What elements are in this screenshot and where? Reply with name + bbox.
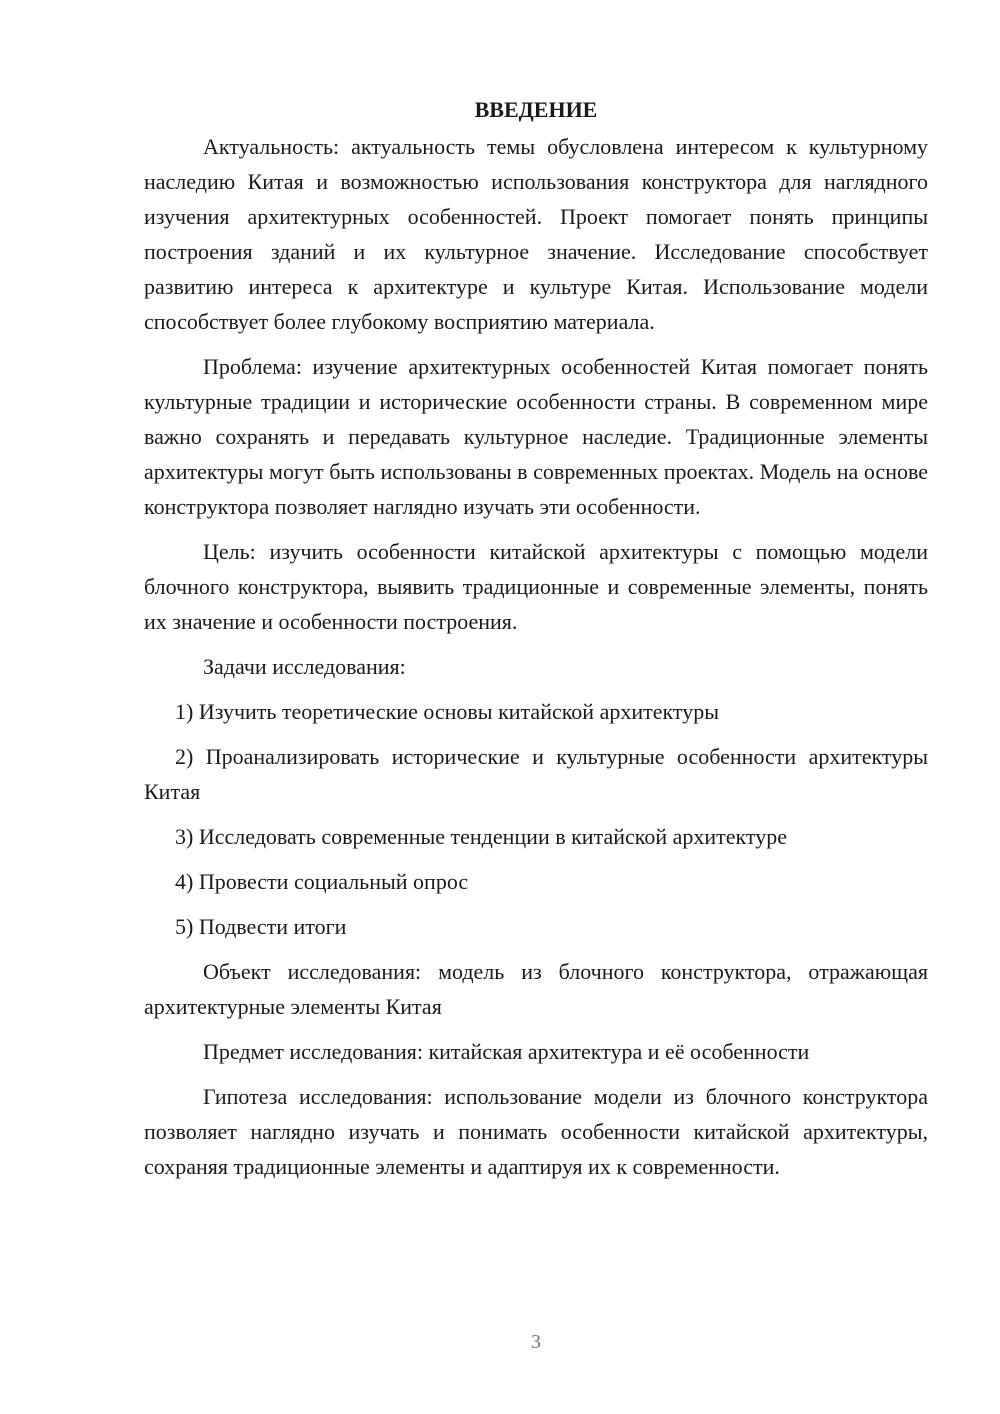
object-paragraph: Объект исследования: модель из блочного конструктора, отражающая архитектурные элементы Китая bbox=[144, 959, 928, 1019]
page-number: 3 bbox=[531, 1331, 541, 1353]
task-item-4: 4) Провести социальный опрос bbox=[175, 869, 469, 894]
goal-paragraph: Цель: изучить особенности китайской архитектуры с помощью модели блочного конструктора, выявить традиционные и современные элементы, понять их значение и особенности построения. bbox=[144, 539, 928, 634]
tasks-title: Задачи исследования: bbox=[203, 654, 406, 679]
problem-paragraph: Проблема: изучение архитектурных особенностей Китая помогает понять культурные традиции и исторические особенности страны. В современном мире важно сохранять и передавать культурное наследие. Традиционные элементы архитектуры могут быть использованы в современных проектах. Модель на основе конструктора позволяет наглядно изучать эти особенности. bbox=[144, 354, 928, 519]
hypothesis-paragraph: Гипотеза исследования: использование модели из блочного конструктора позволяет наглядно изучать и понимать особенности китайской архитектуры, сохраняя традиционные элементы и адаптируя их к современности. bbox=[144, 1084, 928, 1179]
task-item-1: 1) Изучить теоретические основы китайской архитектуры bbox=[175, 699, 719, 724]
relevance-paragraph: Актуальность: актуальность темы обусловлена интересом к культурному наследию Китая и возможностью использования конструктора для наглядного изучения архитектурных особенностей. Проект помогает понять принципы построения зданий и их культурное значение. Исследование способствует развитию интереса к архитектуре и культуре Китая. Использование модели способствует более глубокому восприятию материала. bbox=[144, 134, 928, 334]
task-item-5: 5) Подвести итоги bbox=[175, 914, 347, 939]
task-item-2: 2) Проанализировать исторические и культурные особенности архитектуры Китая bbox=[144, 744, 928, 804]
document-page bbox=[144, 92, 928, 1194]
page-title: ВВЕДЕНИЕ bbox=[474, 97, 598, 122]
task-item-3: 3) Исследовать современные тенденции в китайской архитектуре bbox=[175, 824, 788, 849]
subject-paragraph: Предмет исследования: китайская архитектура и её особенности bbox=[203, 1039, 810, 1064]
